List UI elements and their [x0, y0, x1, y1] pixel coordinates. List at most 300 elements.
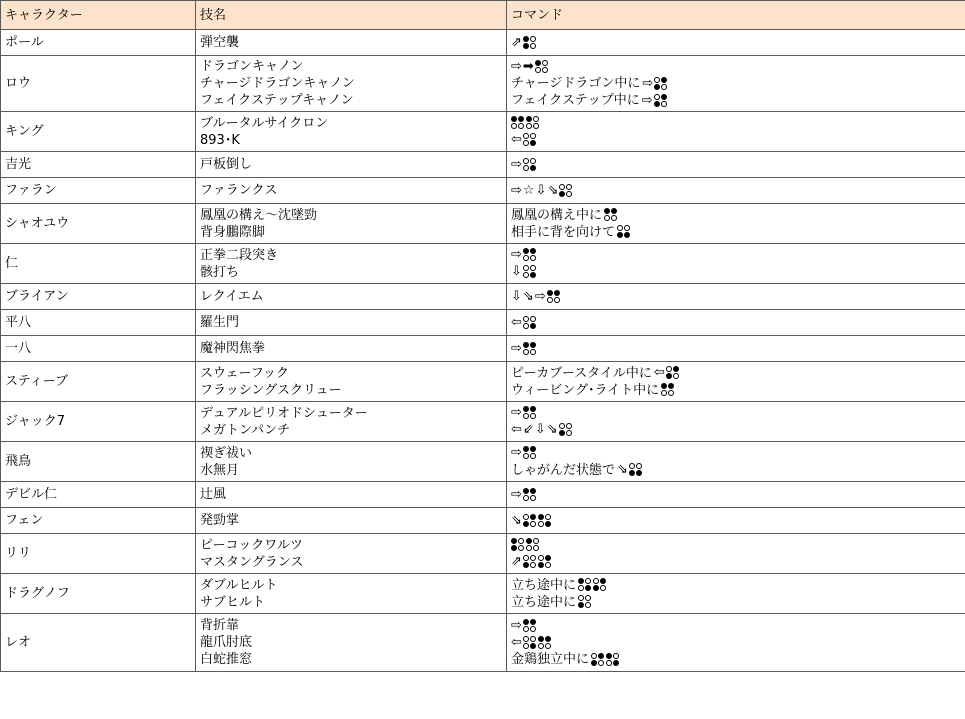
button-dot-icon [578, 578, 584, 584]
move-cell [196, 30, 507, 56]
direction-arrow-icon: ⇦ [653, 365, 665, 380]
button-dot-icon [538, 636, 544, 642]
button-dot-icon [530, 488, 536, 494]
button-dot-icon [518, 116, 524, 122]
button-press-icon [511, 538, 525, 552]
button-dot-icon [523, 619, 529, 625]
move-cell [196, 336, 507, 362]
button-press-icon [559, 184, 573, 198]
command-line [511, 34, 961, 51]
move-name: 鳳凰の構え～沈墜勁 [200, 207, 318, 223]
command-text: 相手に背を向けて [511, 224, 616, 240]
direction-arrow-icon: ⇨ [511, 182, 522, 198]
button-dot-icon [523, 562, 529, 568]
button-dot-icon [566, 191, 572, 197]
character-cell: リリ [1, 534, 196, 574]
button-dot-icon [530, 521, 536, 527]
direction-arrow-icon: ⇩ [511, 264, 522, 279]
button-dot-icon [559, 430, 565, 436]
character-cell: 平八 [1, 310, 196, 336]
button-press-icon [523, 316, 537, 330]
table-row [1, 56, 965, 112]
button-dot-icon [530, 446, 536, 452]
button-dot-icon [530, 165, 536, 171]
button-press-icon [538, 636, 552, 650]
direction-arrow-icon: ⇦ [511, 634, 522, 650]
header-row [1, 1, 965, 30]
button-dot-icon [578, 595, 584, 601]
button-dot-icon [611, 208, 617, 214]
move-name: 骸打ち [200, 264, 240, 280]
command-cell [507, 534, 965, 574]
button-press-icon [535, 60, 549, 74]
button-dot-icon [530, 495, 536, 501]
button-press-icon [666, 366, 680, 380]
move-name: 龍爪肘底 [200, 635, 253, 650]
button-dot-icon [559, 184, 565, 190]
table-row [1, 442, 965, 482]
command-cell [507, 442, 965, 482]
command-line [511, 58, 961, 75]
command-cell [507, 204, 965, 244]
command-line [511, 486, 961, 503]
button-dot-icon [526, 538, 532, 544]
command-line [511, 554, 961, 571]
button-dot-icon [523, 255, 529, 261]
command-line [511, 115, 961, 132]
button-dot-icon [523, 323, 529, 329]
command-text: フェイクステップ中に [511, 93, 640, 108]
button-dot-icon [617, 232, 623, 238]
button-dot-icon [604, 208, 610, 214]
direction-arrow-icon: ⇘ [522, 288, 534, 304]
button-press-icon [547, 290, 561, 304]
button-dot-icon [530, 133, 536, 139]
button-dot-icon [526, 545, 532, 551]
table-row [1, 284, 965, 310]
direction-arrow-icon: ⇨ [511, 156, 522, 172]
button-dot-icon [523, 133, 529, 139]
button-dot-icon [554, 290, 560, 296]
command-line [511, 207, 961, 224]
direction-arrow-icon: ⇨ [511, 486, 522, 502]
button-dot-icon [566, 430, 572, 436]
button-dot-icon [530, 140, 536, 146]
button-dot-icon [535, 60, 541, 66]
move-name: メガトンパンチ [200, 422, 291, 438]
character-cell: ファラン [1, 178, 196, 204]
command-cell [507, 284, 965, 310]
command-line [511, 340, 961, 357]
move-name: 白蛇推窓 [200, 652, 253, 667]
direction-arrow-icon: ⇘ [617, 462, 628, 477]
button-dot-icon [530, 562, 536, 568]
command-text: 金鶏独立中に [511, 652, 590, 667]
command-text: 立ち途中に [511, 577, 577, 593]
button-dot-icon [668, 383, 674, 389]
move-name: 発勁掌 [200, 513, 240, 528]
button-dot-icon [613, 660, 619, 666]
button-dot-icon [523, 636, 529, 642]
direction-arrow-icon: ⇩ [534, 422, 546, 437]
button-dot-icon [604, 215, 610, 221]
character-cell: キング [1, 112, 196, 152]
button-dot-icon [523, 514, 529, 520]
move-cell [196, 482, 507, 508]
command-line [511, 224, 961, 241]
button-dot-icon [518, 545, 524, 551]
command-cell [507, 614, 965, 672]
move-name: ドラゴンキャノン [200, 59, 304, 74]
button-dot-icon [654, 101, 660, 107]
move-name: デュアルピリオドシューター [200, 405, 368, 421]
button-dot-icon [545, 643, 551, 649]
table-row [1, 152, 965, 178]
button-dot-icon [518, 538, 524, 544]
command-line [511, 651, 961, 668]
button-dot-icon [530, 643, 536, 649]
command-line [511, 445, 961, 462]
command-line [511, 382, 961, 399]
move-name: 羅生門 [200, 315, 240, 330]
button-dot-icon [518, 123, 524, 129]
command-line [511, 422, 961, 439]
table-row [1, 508, 965, 534]
command-cell [507, 574, 965, 614]
button-press-icon [523, 133, 537, 147]
move-name: ブルータルサイクロン [200, 115, 329, 131]
move-name: 禊ぎ祓い [200, 445, 253, 461]
button-dot-icon [526, 123, 532, 129]
direction-arrow-icon: ⇨ [534, 288, 546, 304]
table-row [1, 534, 965, 574]
button-dot-icon [598, 660, 604, 666]
direction-arrow-icon: ⇨ [511, 58, 522, 74]
button-dot-icon [523, 495, 529, 501]
button-dot-icon [566, 423, 572, 429]
button-dot-icon [530, 43, 536, 49]
direction-arrow-icon: ⇨ [511, 445, 522, 460]
button-dot-icon [547, 290, 553, 296]
button-press-icon [523, 619, 537, 633]
table-row [1, 178, 965, 204]
button-dot-icon [538, 521, 544, 527]
button-press-icon [523, 265, 537, 279]
button-press-icon [538, 514, 552, 528]
button-dot-icon [668, 390, 674, 396]
button-dot-icon [593, 585, 599, 591]
button-dot-icon [666, 373, 672, 379]
button-dot-icon [611, 215, 617, 221]
button-dot-icon [533, 538, 539, 544]
button-dot-icon [523, 555, 529, 561]
move-cell [196, 402, 507, 442]
button-dot-icon [661, 101, 667, 107]
button-press-icon [606, 653, 620, 667]
button-dot-icon [523, 521, 529, 527]
button-dot-icon [554, 297, 560, 303]
button-dot-icon [545, 555, 551, 561]
move-name: スウェーフック [200, 365, 289, 381]
button-dot-icon [533, 116, 539, 122]
command-text: ピーカブースタイル中に [511, 365, 652, 381]
command-cell [507, 112, 965, 152]
button-dot-icon [530, 626, 536, 632]
command-line [511, 462, 961, 479]
move-cell [196, 574, 507, 614]
button-press-icon [523, 342, 537, 356]
button-dot-icon [542, 67, 548, 73]
button-dot-icon [606, 660, 612, 666]
direction-arrow-icon: ⇨ [511, 247, 522, 262]
command-line [511, 405, 961, 422]
button-dot-icon [523, 626, 529, 632]
button-press-icon [629, 463, 643, 477]
button-dot-icon [526, 116, 532, 122]
character-cell: 吉光 [1, 152, 196, 178]
button-press-icon [526, 538, 540, 552]
move-cell [196, 534, 507, 574]
button-press-icon [523, 514, 537, 528]
move-name: フェイクステップキャノン [200, 93, 354, 108]
direction-arrow-icon: ➡ [522, 58, 534, 74]
button-dot-icon [530, 406, 536, 412]
direction-arrow-icon: ⇨ [642, 75, 654, 91]
direction-arrow-icon: ⇨ [511, 617, 522, 633]
command-text: しゃがんだ状態で [511, 462, 616, 478]
button-press-icon [523, 158, 537, 172]
button-press-icon [511, 116, 525, 130]
button-dot-icon [613, 653, 619, 659]
button-press-icon [591, 653, 605, 667]
header-command: コマンド [507, 1, 965, 30]
table-row [1, 244, 965, 284]
button-dot-icon [661, 94, 667, 100]
button-dot-icon [530, 272, 536, 278]
button-dot-icon [629, 463, 635, 469]
button-dot-icon [530, 349, 536, 355]
button-dot-icon [566, 184, 572, 190]
move-name: 魔神閃焦拳 [200, 341, 266, 356]
command-line [511, 182, 961, 199]
command-line [511, 132, 961, 149]
button-press-icon [523, 36, 537, 50]
button-dot-icon [523, 406, 529, 412]
header-move: 技名 [196, 1, 507, 30]
character-cell: ポール [1, 30, 196, 56]
button-dot-icon [530, 323, 536, 329]
direction-arrow-icon: ⇘ [511, 512, 522, 528]
move-cell [196, 152, 507, 178]
command-cell [507, 56, 965, 112]
button-dot-icon [530, 453, 536, 459]
move-cell [196, 178, 507, 204]
direction-arrow-icon: ⇦ [511, 132, 522, 147]
command-line [511, 512, 961, 529]
button-dot-icon [545, 521, 551, 527]
button-dot-icon [606, 653, 612, 659]
button-dot-icon [545, 514, 551, 520]
move-cell [196, 244, 507, 284]
direction-arrow-icon: ⇘ [547, 182, 559, 198]
button-dot-icon [538, 514, 544, 520]
button-dot-icon [585, 585, 591, 591]
button-dot-icon [530, 342, 536, 348]
button-dot-icon [530, 248, 536, 254]
command-cell [507, 336, 965, 362]
button-dot-icon [523, 165, 529, 171]
button-dot-icon [523, 140, 529, 146]
button-dot-icon [559, 191, 565, 197]
button-dot-icon [530, 413, 536, 419]
command-text: 鳳凰の構え中に [511, 207, 603, 223]
table-row [1, 614, 965, 672]
table-row [1, 362, 965, 402]
button-dot-icon [629, 470, 635, 476]
button-dot-icon [530, 514, 536, 520]
table-row [1, 204, 965, 244]
direction-arrow-icon: ⇨ [641, 92, 653, 108]
button-dot-icon [666, 366, 672, 372]
move-name: 893･K [200, 132, 240, 148]
character-cell: レオ [1, 614, 196, 672]
button-dot-icon [523, 36, 529, 42]
direction-arrow-icon: ⇙ [522, 422, 534, 437]
move-name: ダブルヒルト [200, 577, 278, 593]
table-row [1, 482, 965, 508]
character-cell: シャオユウ [1, 204, 196, 244]
command-cell [507, 402, 965, 442]
button-dot-icon [523, 248, 529, 254]
button-dot-icon [523, 316, 529, 322]
button-dot-icon [636, 463, 642, 469]
button-press-icon [523, 488, 537, 502]
command-cell [507, 508, 965, 534]
character-cell: ドラグノフ [1, 574, 196, 614]
direction-arrow-icon: ☆ [522, 182, 535, 198]
button-dot-icon [598, 653, 604, 659]
command-text: 立ち途中に [511, 594, 577, 610]
button-dot-icon [523, 158, 529, 164]
button-dot-icon [585, 595, 591, 601]
button-dot-icon [523, 446, 529, 452]
header-character: キャラクター [1, 1, 196, 30]
direction-arrow-icon: ⇦ [511, 422, 522, 437]
command-line [511, 365, 961, 382]
table-row [1, 402, 965, 442]
button-dot-icon [547, 297, 553, 303]
button-dot-icon [559, 423, 565, 429]
table-row [1, 112, 965, 152]
button-dot-icon [585, 578, 591, 584]
command-line [511, 594, 961, 611]
character-cell: ロウ [1, 56, 196, 112]
move-cell [196, 56, 507, 112]
command-line [511, 577, 961, 594]
table-row [1, 336, 965, 362]
button-dot-icon [538, 555, 544, 561]
move-cell [196, 442, 507, 482]
button-dot-icon [523, 413, 529, 419]
button-dot-icon [617, 225, 623, 231]
command-line [511, 314, 961, 331]
move-name: 水無月 [200, 462, 240, 478]
move-cell [196, 310, 507, 336]
move-cell [196, 508, 507, 534]
button-dot-icon [600, 578, 606, 584]
character-cell: 一八 [1, 336, 196, 362]
button-press-icon [578, 578, 592, 592]
command-line [511, 247, 961, 264]
move-cell [196, 284, 507, 310]
command-text: ウィービング･ライト中に [511, 382, 660, 398]
move-name: 背身鵬際脚 [200, 224, 266, 240]
button-dot-icon [591, 653, 597, 659]
character-cell: ブライアン [1, 284, 196, 310]
button-press-icon [523, 636, 537, 650]
command-cell [507, 30, 965, 56]
table-row [1, 574, 965, 614]
direction-arrow-icon: ⇨ [511, 405, 522, 420]
move-name: 弾空襲 [200, 35, 240, 50]
button-dot-icon [523, 342, 529, 348]
command-cell [507, 482, 965, 508]
direction-arrow-icon: ⇨ [511, 340, 522, 356]
button-press-icon [559, 423, 573, 437]
button-press-icon [578, 595, 592, 609]
button-dot-icon [661, 84, 667, 90]
character-cell: 飛鳥 [1, 442, 196, 482]
button-press-icon [523, 248, 537, 262]
direction-arrow-icon: ⇗ [511, 34, 522, 50]
button-press-icon [523, 446, 537, 460]
character-cell: 仁 [1, 244, 196, 284]
direction-arrow-icon: ⇗ [511, 554, 522, 569]
button-dot-icon [654, 84, 660, 90]
button-dot-icon [673, 373, 679, 379]
direction-arrow-icon: ⇦ [511, 314, 522, 330]
button-dot-icon [545, 636, 551, 642]
command-cell [507, 310, 965, 336]
button-dot-icon [523, 453, 529, 459]
move-name: 背折靠 [200, 618, 240, 633]
button-dot-icon [661, 77, 667, 83]
command-line [511, 75, 961, 92]
button-dot-icon [535, 67, 541, 73]
move-cell [196, 362, 507, 402]
direction-arrow-icon: ⇩ [535, 182, 547, 198]
command-cell [507, 362, 965, 402]
button-press-icon [593, 578, 607, 592]
button-dot-icon [523, 643, 529, 649]
character-cell: ジャック7 [1, 402, 196, 442]
button-press-icon [523, 406, 537, 420]
button-press-icon [654, 77, 668, 91]
button-dot-icon [654, 94, 660, 100]
button-dot-icon [578, 602, 584, 608]
button-dot-icon [578, 585, 584, 591]
button-dot-icon [530, 265, 536, 271]
character-cell: フェン [1, 508, 196, 534]
button-dot-icon [523, 272, 529, 278]
move-cell [196, 112, 507, 152]
button-press-icon [617, 225, 631, 239]
move-name: 辻風 [200, 487, 227, 502]
button-dot-icon [624, 232, 630, 238]
command-line [511, 156, 961, 173]
move-name: フラッシングスクリュー [200, 382, 342, 398]
button-dot-icon [530, 158, 536, 164]
